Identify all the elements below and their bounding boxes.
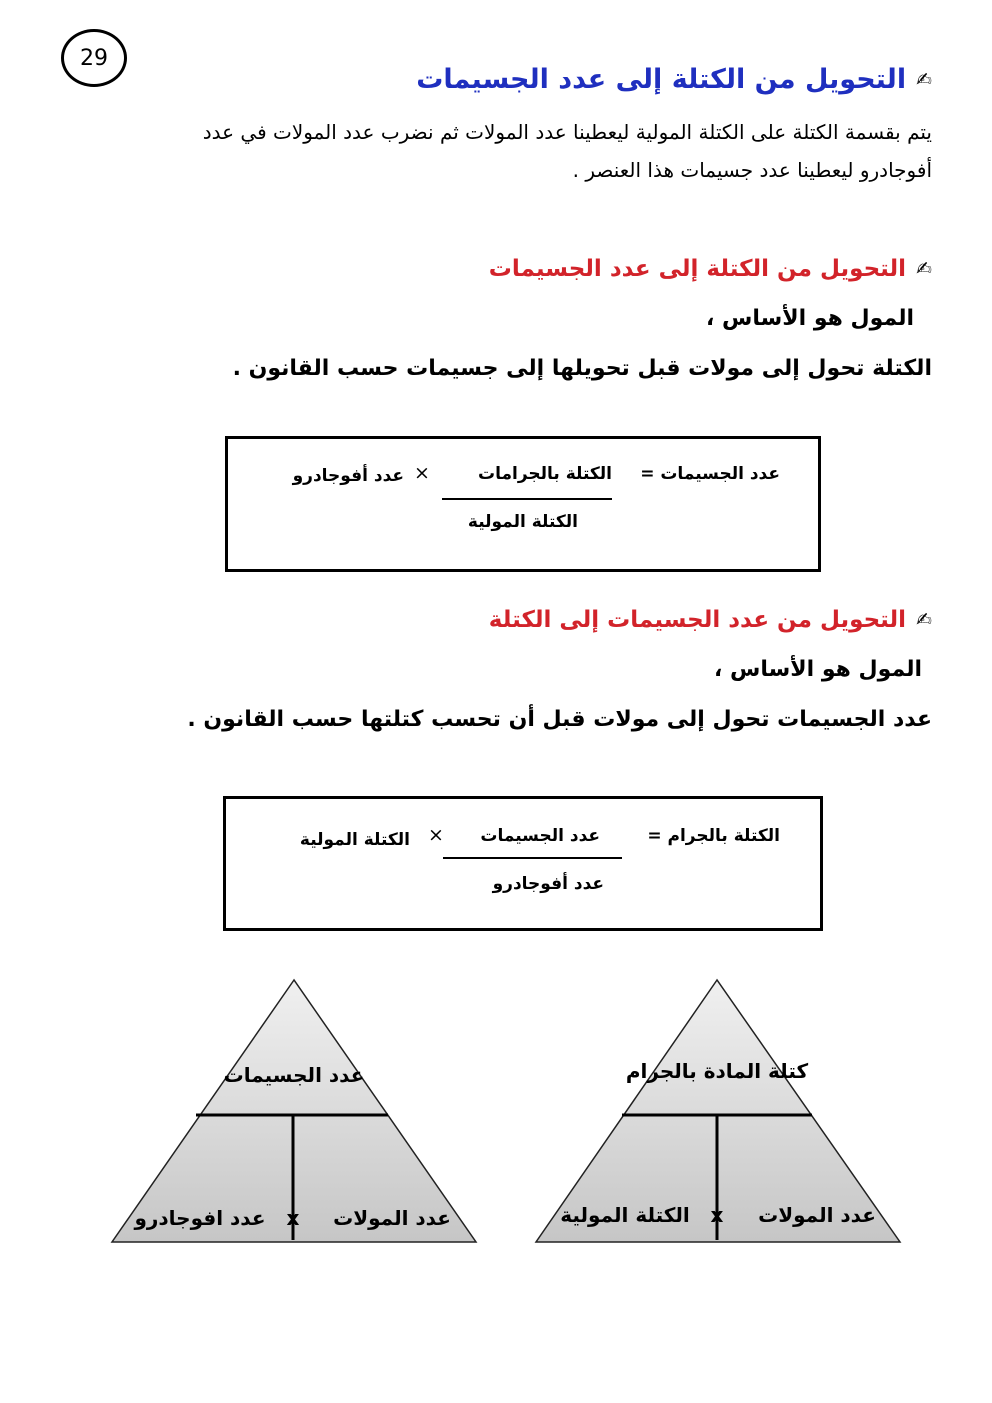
intro-line-1: يتم بقسمة الكتلة على الكتلة المولية ليعطينا عدد المولات ثم نضرب عدد المولات في عدد: [202, 120, 932, 144]
formula1-factor: عدد أفوجادرو: [292, 466, 404, 486]
pen-writing-icon: ✍: [916, 609, 932, 631]
triangles-diagram: [0, 960, 992, 1270]
main-heading-text: التحويل من الكتلة إلى عدد الجسيمات: [416, 64, 907, 95]
triangle-left-multiply: x: [286, 1206, 300, 1230]
section1-heading: [489, 256, 932, 282]
formula1-denominator: الكتلة المولية: [467, 512, 578, 532]
formula2-denominator: عدد أفوجادرو: [492, 874, 604, 894]
main-heading: [416, 64, 932, 95]
triangle-right-bottom-left-label: الكتلة المولية: [560, 1203, 690, 1227]
section2-heading: [489, 607, 932, 633]
formula2-times: ×: [428, 824, 444, 846]
section1-line-1: المول هو الأساس ،: [706, 306, 914, 331]
formula2-lhs: الكتلة بالجرام =: [647, 826, 780, 846]
formula1-times: ×: [414, 462, 430, 484]
section1-heading-text: التحويل من الكتلة إلى عدد الجسيمات: [488, 256, 907, 282]
formula2-factor: الكتلة المولية: [299, 830, 410, 850]
formula-box-particles-to-mass: [223, 796, 823, 931]
triangle-right-bottom-right-label: عدد المولات: [758, 1203, 876, 1227]
page-number-text: 29: [80, 45, 108, 71]
triangle-left-bottom-left-label: عدد افوجادرو: [134, 1206, 266, 1230]
formula-box-mass-to-particles: [225, 436, 821, 572]
triangle-mass: [536, 980, 900, 1242]
formula2-numerator: عدد الجسيمات: [480, 826, 600, 846]
triangle-left-top-label: عدد الجسيمات: [223, 1063, 365, 1087]
formula1-fraction-bar: [442, 498, 612, 500]
triangle-left-bottom-right-label: عدد المولات: [333, 1206, 451, 1230]
pen-writing-icon: ✍: [916, 258, 932, 280]
triangle-right-multiply: x: [710, 1203, 724, 1227]
page-number: [61, 29, 127, 87]
formula1-numerator: الكتلة بالجرامات: [478, 464, 612, 484]
pen-writing-icon: ✍: [916, 68, 932, 91]
section2-line-2: عدد الجسيمات تحول إلى مولات قبل أن تحسب كتلتها حسب القانون .: [187, 707, 932, 732]
intro-line-2: أفوجادرو ليعطينا عدد جسيمات هذا العنصر .: [572, 158, 932, 182]
section2-heading-text: التحويل من عدد الجسيمات إلى الكتلة: [488, 607, 907, 633]
section1-line-2: الكتلة تحول إلى مولات قبل تحويلها إلى جسيمات حسب القانون .: [232, 356, 932, 381]
formula2-fraction-bar: [443, 857, 622, 859]
section2-line-1: المول هو الأساس ،: [714, 657, 922, 682]
triangle-particles: [112, 980, 476, 1242]
triangle-right-top-label: كتلة المادة بالجرام: [625, 1059, 809, 1083]
formula1-lhs: عدد الجسيمات =: [640, 464, 780, 484]
